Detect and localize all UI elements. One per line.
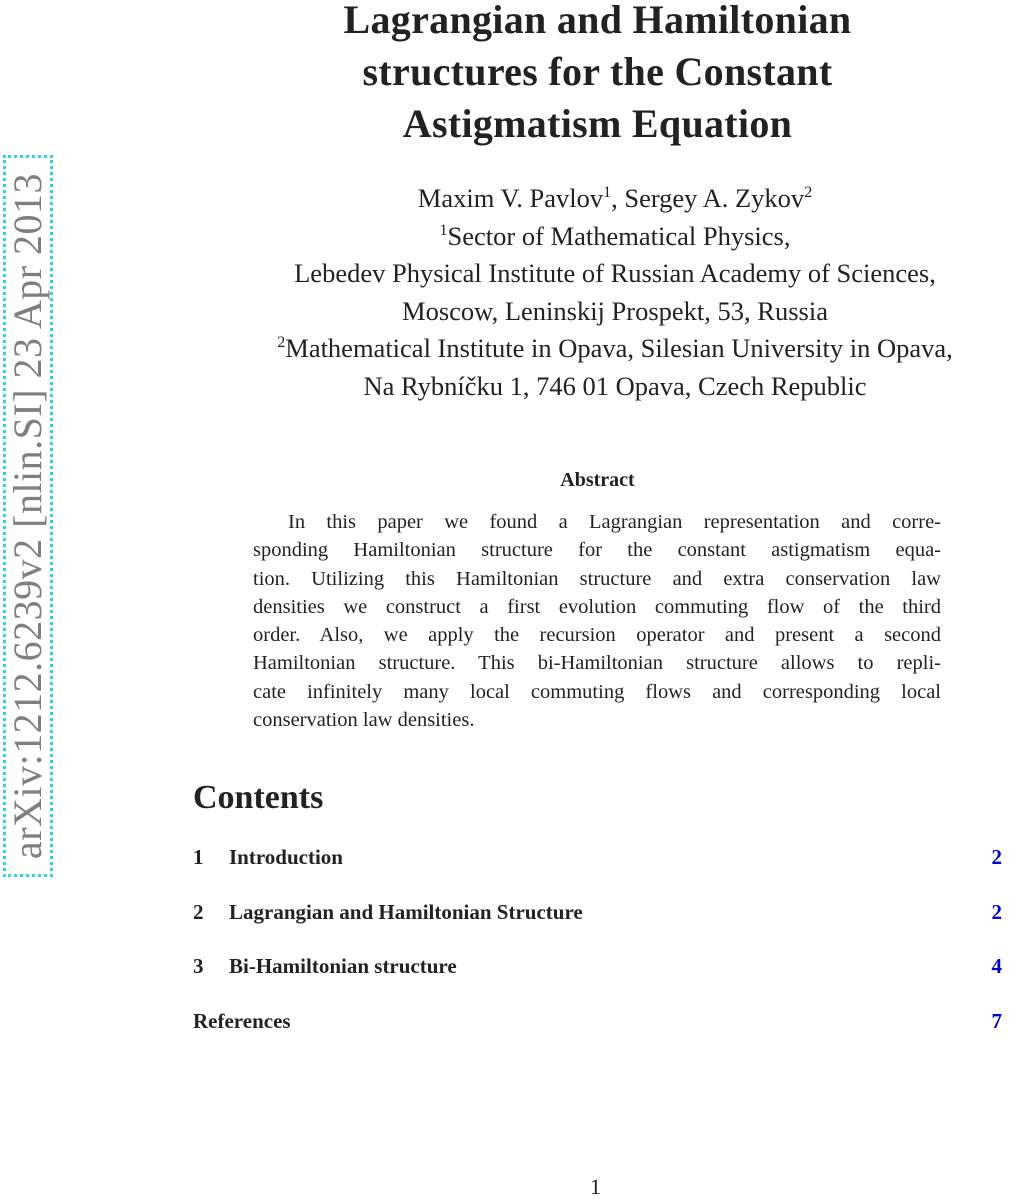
toc-section-title[interactable]: Introduction [229, 845, 343, 869]
affiliation-mark: 2 [804, 184, 813, 201]
author-block [200, 180, 1023, 406]
toc-section-title[interactable]: Lagrangian and Hamiltonian Structure [229, 899, 583, 924]
author-name: Sergey A. Zykov [624, 183, 805, 213]
page-number: 1 [590, 1174, 601, 1199]
title-line: structures for the Constant [362, 49, 833, 94]
affiliation-line: Lebedev Physical Institute of Russian Academy of Sciences, [294, 258, 936, 289]
toc-entry-lagrangian-hamiltonian-structure[interactable] [193, 896, 1002, 951]
toc-page-link[interactable]: 7 [991, 1009, 1002, 1034]
toc-section-title[interactable]: Bi-Hamiltonian structure [229, 954, 457, 979]
contents-heading: Contents [193, 779, 324, 816]
table-of-contents [193, 841, 1002, 1060]
abstract-line: order. Also, we apply the recursion operator and present a second [253, 624, 941, 647]
affiliation-mark: 1 [439, 221, 448, 239]
toc-section-number: 2 [193, 899, 204, 924]
abstract-line: tion. Utilizing this Hamiltonian structure and extra conservation law [253, 567, 941, 590]
paper-title [200, 0, 995, 150]
arxiv-identifier-stamp[interactable]: arXiv:1212.6239v2 [nlin.SI] 23 Apr 2013 [5, 172, 50, 860]
affiliation-line: Moscow, Leninskij Prospekt, 53, Russia [402, 295, 828, 326]
abstract-line: densities we construct a first evolution commuting flow of the third [253, 595, 941, 618]
affiliation-line [200, 218, 1023, 256]
abstract-body [253, 508, 941, 734]
abstract-line: cate infinitely many local commuting flows and corresponding local [253, 680, 941, 703]
toc-section-title[interactable]: References [193, 1009, 291, 1034]
author-separator: , [611, 183, 625, 213]
abstract-line: sponding Hamiltonian structure for the constant astigmatism equa- [253, 539, 941, 562]
toc-page-link[interactable]: 4 [991, 954, 1002, 979]
toc-entry-bi-hamiltonian-structure[interactable] [193, 950, 1002, 1005]
toc-section-number: 1 [193, 845, 204, 869]
affiliation-mark: 2 [277, 334, 286, 352]
affiliation-mark: 1 [603, 184, 612, 201]
affiliation-text: Sector of Mathematical Physics, [447, 220, 791, 251]
toc-section-number: 3 [193, 954, 204, 979]
abstract-heading: Abstract [560, 469, 635, 491]
abstract-line: In this paper we found a Lagrangian representation and corre- [288, 511, 941, 533]
abstract-line: conservation law densities. [253, 709, 475, 732]
toc-entry-introduction[interactable] [193, 841, 1002, 896]
affiliation-line [200, 330, 1023, 368]
author-name: Maxim V. Pavlov [417, 183, 604, 213]
toc-page-link[interactable]: 2 [991, 899, 1002, 924]
abstract-line: Hamiltonian structure. This bi-Hamiltonian structure allows to repli- [253, 652, 941, 675]
affiliation-text: Mathematical Institute in Opava, Silesian University in Opava, [285, 333, 953, 364]
toc-page-link[interactable]: 2 [991, 845, 1002, 869]
affiliation-line: Na Rybníčku 1, 746 01 Opava, Czech Republic [363, 370, 867, 401]
title-line: Astigmatism Equation [402, 101, 793, 146]
authors-line [200, 180, 1023, 218]
toc-entry-references[interactable] [193, 1005, 1002, 1060]
title-line: Lagrangian and Hamiltonian [343, 0, 852, 42]
